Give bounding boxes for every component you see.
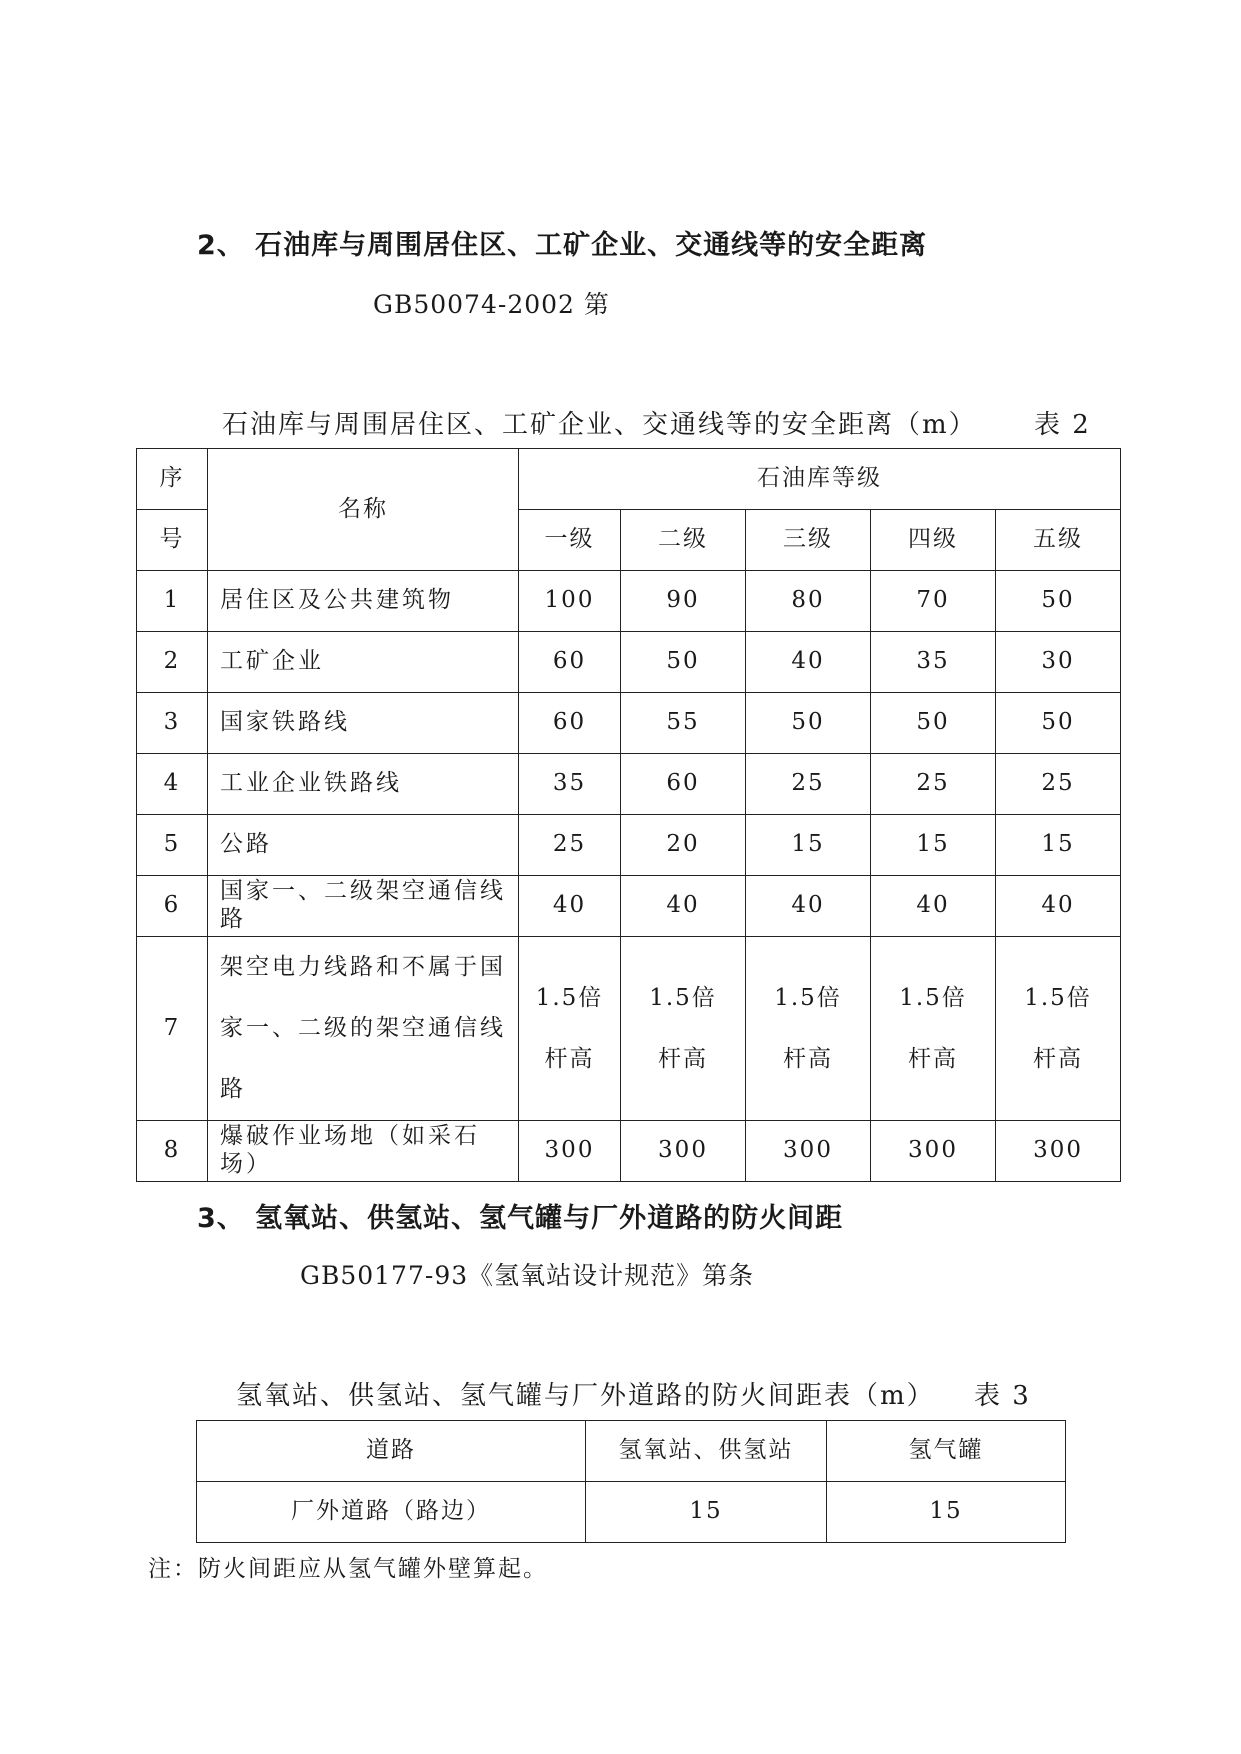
row-number: 2 xyxy=(137,632,208,693)
cell-value xyxy=(621,937,746,1121)
table-row xyxy=(197,1482,1066,1543)
row-number: 3 xyxy=(137,693,208,754)
row-number: 7 xyxy=(137,937,208,1121)
header-station: 氢氧站、供氢站 xyxy=(586,1421,827,1482)
cell-value-line: 1.5倍 xyxy=(1024,984,1092,1011)
row-name: 公路 xyxy=(208,815,519,876)
row-number: 4 xyxy=(137,754,208,815)
cell-value xyxy=(996,937,1121,1121)
header-seq-top: 序 xyxy=(137,449,208,510)
table-2-caption: 石油库与周围居住区、工矿企业、交通线等的安全距离（m） xyxy=(222,410,977,440)
cell-value: 40 xyxy=(996,876,1121,937)
row-name: 爆破作业场地（如采石场） xyxy=(208,1121,519,1182)
row-name: 工矿企业 xyxy=(208,632,519,693)
table-2-number: 表 2 xyxy=(1034,410,1091,440)
cell-value: 60 xyxy=(519,693,621,754)
cell-value: 40 xyxy=(746,876,871,937)
row-name: 厂外道路（路边） xyxy=(197,1482,586,1543)
header-grade: 一级 xyxy=(519,510,621,571)
section-2-standard: GB50074-2002 第 xyxy=(373,290,610,319)
header-grade: 三级 xyxy=(746,510,871,571)
row-name xyxy=(208,937,519,1121)
cell-value: 60 xyxy=(621,754,746,815)
header-tank: 氢气罐 xyxy=(827,1421,1066,1482)
row-number: 8 xyxy=(137,1121,208,1182)
cell-value-line: 1.5倍 xyxy=(535,984,604,1011)
cell-value: 300 xyxy=(996,1121,1121,1182)
row-name: 工业企业铁路线 xyxy=(208,754,519,815)
cell-value: 40 xyxy=(746,632,871,693)
table-row xyxy=(137,754,1121,815)
table-row xyxy=(137,1121,1121,1182)
cell-value: 300 xyxy=(519,1121,621,1182)
cell-value: 15 xyxy=(996,815,1121,876)
cell-value xyxy=(746,937,871,1121)
cell-value-line: 1.5倍 xyxy=(649,984,717,1011)
cell-value: 100 xyxy=(519,571,621,632)
table-3 xyxy=(196,1420,1066,1543)
table-row xyxy=(137,937,1121,1121)
cell-value: 80 xyxy=(746,571,871,632)
section-3-heading: 3、 氢氧站、供氢站、氢气罐与厂外道路的防火间距 xyxy=(197,1203,844,1234)
cell-value: 50 xyxy=(871,693,996,754)
cell-value-line: 1.5倍 xyxy=(774,984,842,1011)
cell-value: 300 xyxy=(871,1121,996,1182)
cell-value-line: 杆高 xyxy=(544,1045,595,1072)
header-road: 道路 xyxy=(197,1421,586,1482)
row-name-line: 架空电力线路和不属于国 xyxy=(220,954,506,980)
cell-value: 25 xyxy=(519,815,621,876)
cell-value xyxy=(871,937,996,1121)
table-2 xyxy=(136,448,1121,1182)
cell-value: 50 xyxy=(996,571,1121,632)
row-name: 国家铁路线 xyxy=(208,693,519,754)
header-grade: 五级 xyxy=(996,510,1121,571)
cell-value-line: 1.5倍 xyxy=(899,984,967,1011)
cell-value: 35 xyxy=(519,754,621,815)
cell-value: 70 xyxy=(871,571,996,632)
section-2-heading: 2、 石油库与周围居住区、工矿企业、交通线等的安全距离 xyxy=(197,230,928,261)
cell-value: 90 xyxy=(621,571,746,632)
header-grade-group: 石油库等级 xyxy=(519,449,1121,510)
cell-value: 35 xyxy=(871,632,996,693)
row-number: 1 xyxy=(137,571,208,632)
header-name: 名称 xyxy=(208,449,519,571)
table-3-caption: 氢氧站、供氢站、氢气罐与厂外道路的防火间距表（m） xyxy=(236,1381,935,1411)
cell-value: 40 xyxy=(519,876,621,937)
cell-value-line: 杆高 xyxy=(658,1045,708,1072)
row-number: 5 xyxy=(137,815,208,876)
table-row xyxy=(137,632,1121,693)
cell-value: 50 xyxy=(746,693,871,754)
cell-value-line: 杆高 xyxy=(908,1045,958,1072)
table-3-note: 注：防火间距应从氢气罐外壁算起。 xyxy=(148,1556,548,1582)
cell-value: 15 xyxy=(827,1482,1066,1543)
cell-value xyxy=(519,937,621,1121)
header-grade: 四级 xyxy=(871,510,996,571)
cell-value: 50 xyxy=(621,632,746,693)
cell-value: 55 xyxy=(621,693,746,754)
table-row xyxy=(137,815,1121,876)
table-row xyxy=(137,571,1121,632)
cell-value: 40 xyxy=(621,876,746,937)
cell-value: 25 xyxy=(746,754,871,815)
cell-value: 40 xyxy=(871,876,996,937)
row-name-line: 家一、二级的架空通信线路 xyxy=(220,1015,506,1102)
row-name: 居住区及公共建筑物 xyxy=(208,571,519,632)
row-number: 6 xyxy=(137,876,208,937)
cell-value: 15 xyxy=(746,815,871,876)
table-3-number: 表 3 xyxy=(974,1381,1031,1411)
cell-value: 30 xyxy=(996,632,1121,693)
cell-value: 15 xyxy=(586,1482,827,1543)
table-row xyxy=(137,693,1121,754)
section-3-standard: GB50177-93《氢氧站设计规范》第条 xyxy=(300,1261,755,1290)
cell-value-line: 杆高 xyxy=(1033,1045,1084,1072)
row-name: 国家一、二级架空通信线路 xyxy=(208,876,519,937)
cell-value-line: 杆高 xyxy=(783,1045,833,1072)
cell-value: 20 xyxy=(621,815,746,876)
cell-value: 25 xyxy=(996,754,1121,815)
cell-value: 300 xyxy=(621,1121,746,1182)
cell-value: 300 xyxy=(746,1121,871,1182)
cell-value: 60 xyxy=(519,632,621,693)
header-seq-bottom: 号 xyxy=(137,510,208,571)
header-grade: 二级 xyxy=(621,510,746,571)
cell-value: 25 xyxy=(871,754,996,815)
cell-value: 15 xyxy=(871,815,996,876)
cell-value: 50 xyxy=(996,693,1121,754)
table-row xyxy=(137,876,1121,937)
